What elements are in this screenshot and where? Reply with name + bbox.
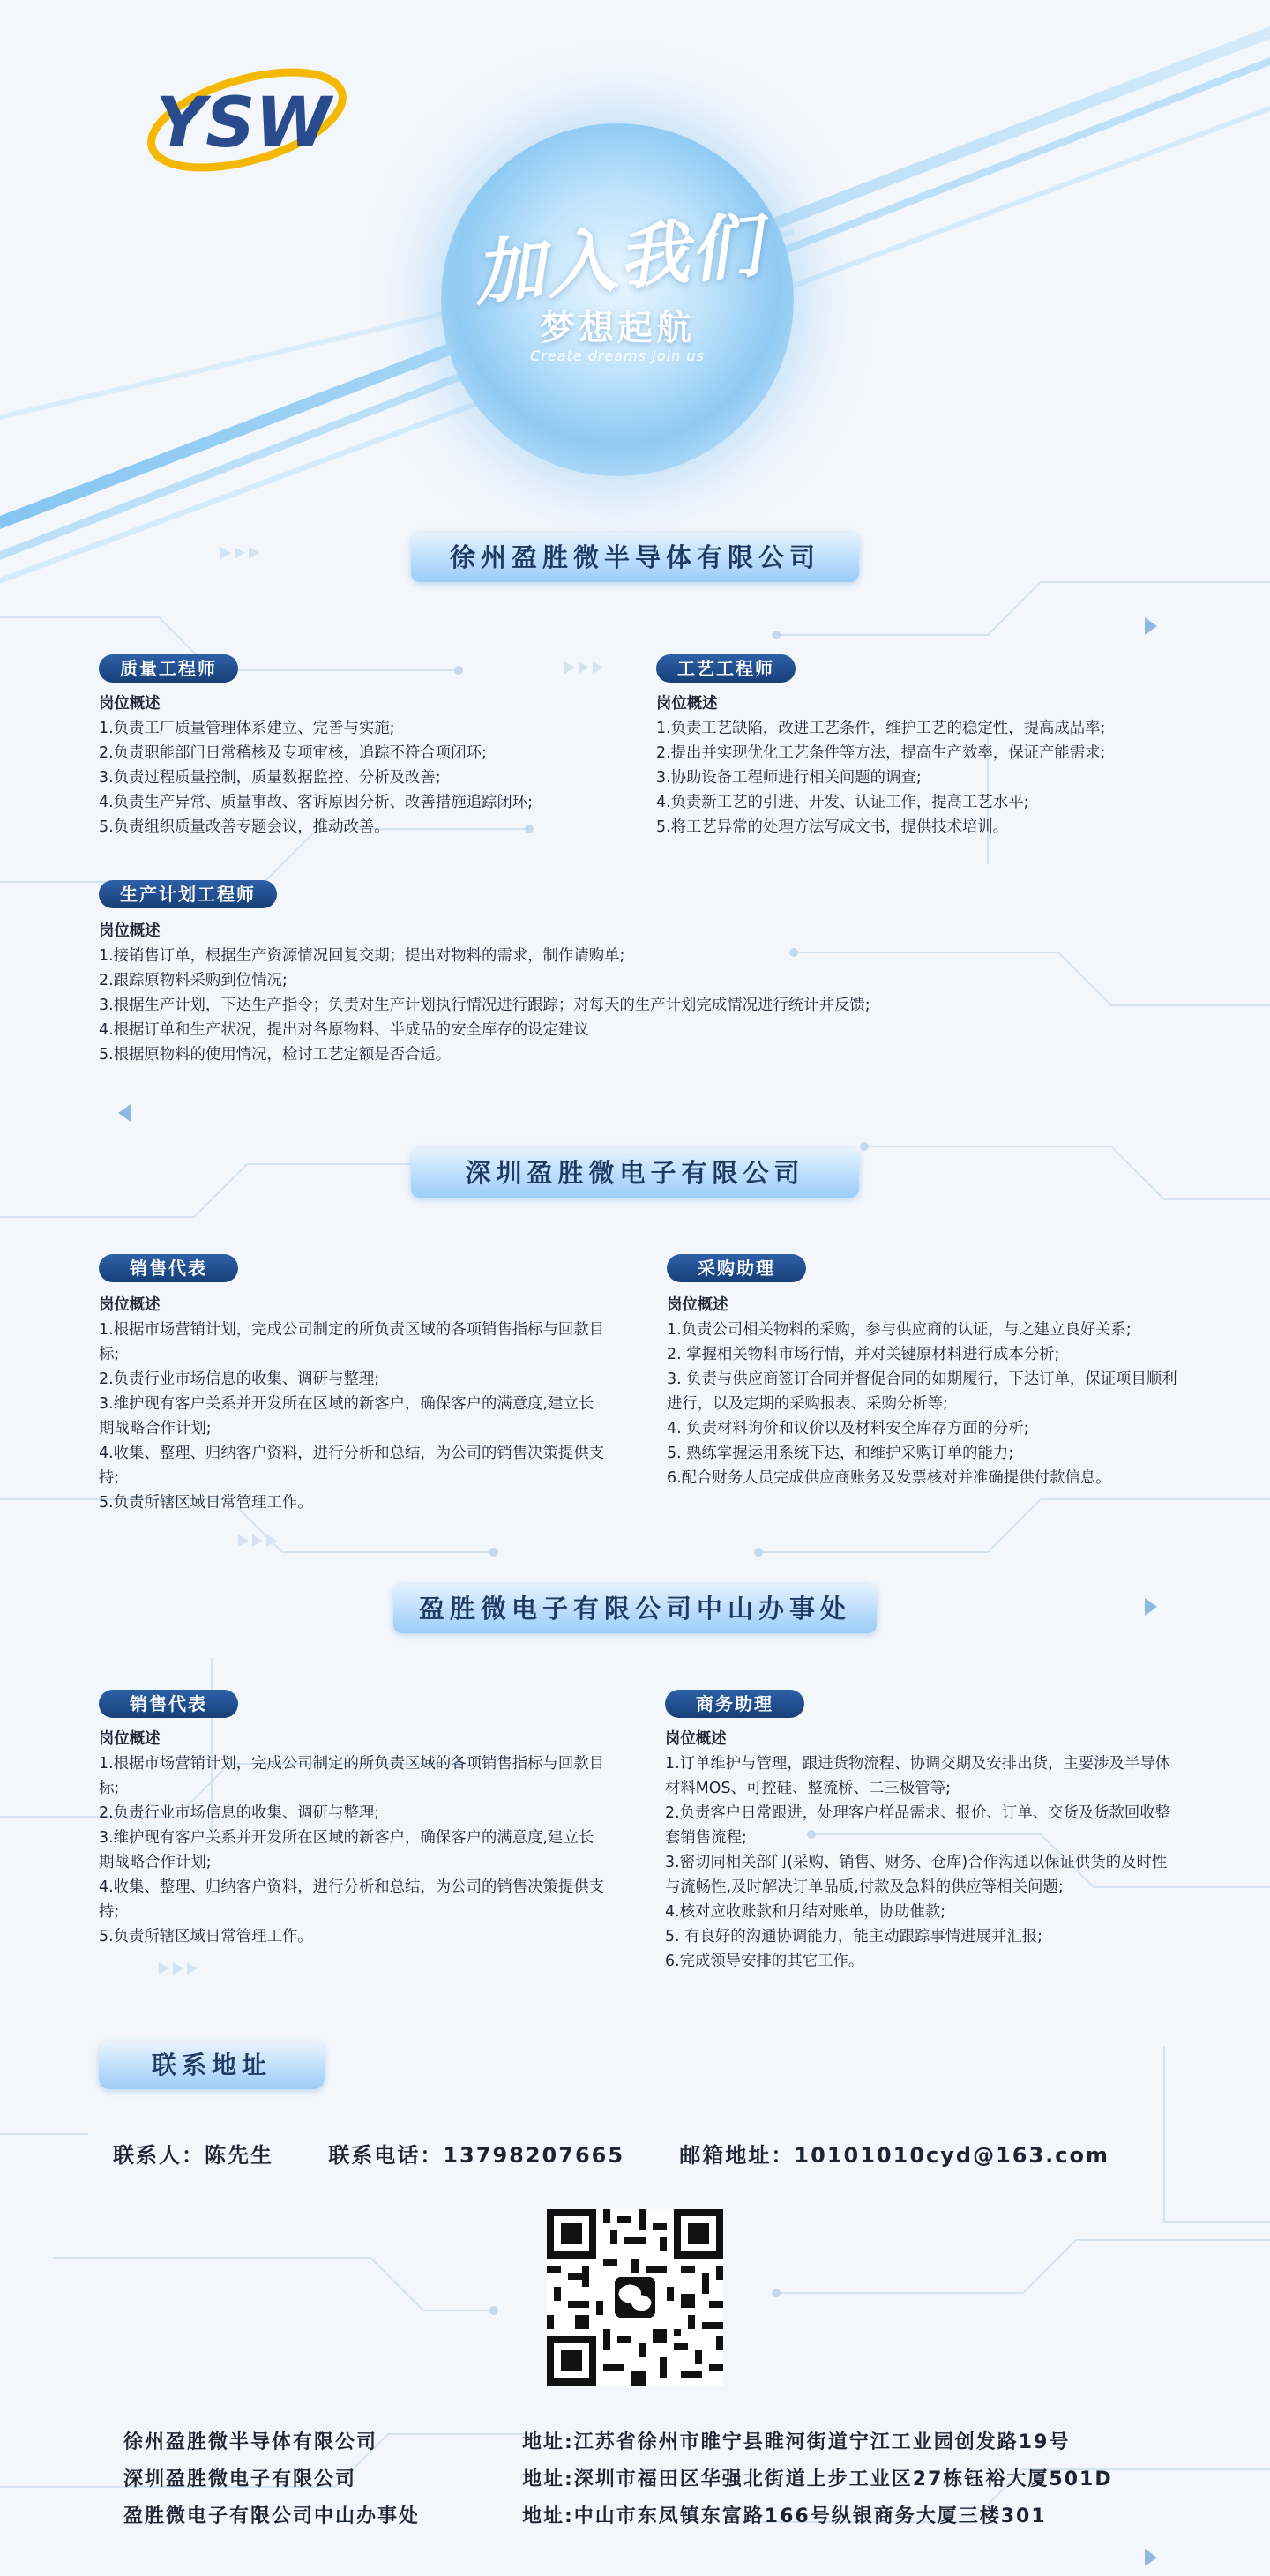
job-desc-purchasing-assistant [667, 1293, 1180, 1490]
ysw-logo [141, 62, 353, 176]
job-line: 4. 负责材料询价和议价以及材料安全库存方面的分析; [667, 1420, 1029, 1437]
company-banner-xuzhou: 徐州盈胜微半导体有限公司 [411, 533, 859, 582]
contact-info [113, 2138, 1171, 2169]
job-desc-production-planning-engineer [99, 919, 1175, 1067]
hero-badge [441, 123, 794, 476]
wechat-qr-code[interactable] [547, 2209, 723, 2386]
hero-subtitle: 梦想起航 [540, 308, 695, 348]
contact-person: 联系人：陈先生 [113, 2143, 273, 2168]
job-line: 3.密切同相关部门(采购、销售、财务、仓库)合作沟通以保证供货的及时性与流畅性,及时解决订单品质,付款及急料的供应等相关问题; [665, 1854, 1168, 1896]
job-tag-process-engineer: 工艺工程师 [656, 654, 796, 683]
job-line: 3.负责过程质量控制，质量数据监控、分析及改善; [99, 769, 441, 787]
contact-phone[interactable]: 联系电话：13798207665 [328, 2143, 625, 2168]
job-line: 6.完成领导安排的其它工作。 [665, 1953, 864, 1970]
job-line: 2.负责行业市场信息的收集、调研与整理; [99, 1370, 380, 1388]
job-tag-quality-engineer: 质量工程师 [99, 654, 238, 683]
job-desc-process-engineer [656, 691, 1185, 840]
job-desc-quality-engineer [99, 691, 628, 840]
job-overview-label: 岗位概述 [99, 695, 161, 713]
job-tag-sales-representative-zhongshan: 销售代表 [99, 1690, 238, 1718]
logo-wordmark: YSW [155, 84, 332, 163]
job-line: 3.维护现有客户关系并开发所在区域的新客户，确保客户的满意度,建立长期战略合作计划; [99, 1829, 594, 1871]
job-line: 3.协助设备工程师进行相关问题的调查; [656, 769, 922, 787]
job-line: 4.收集、整理、归纳客户资料，进行分析和总结，为公司的销售决策提供支持; [99, 1445, 605, 1487]
job-line: 5. 有良好的沟通协调能力，能主动跟踪事情进展并汇报; [665, 1928, 1042, 1945]
job-line: 1.根据市场营销计划，完成公司制定的所负责区域的各项销售指标与回款目标; [99, 1321, 605, 1363]
job-line: 5.负责所辖区域日常管理工作。 [99, 1928, 313, 1945]
job-line: 2.负责职能部门日常稽核及专项审核，追踪不符合项闭环; [99, 744, 487, 762]
job-overview-label: 岗位概述 [667, 1296, 728, 1314]
address-company-zhongshan: 盈胜微电子有限公司中山办事处 [123, 2505, 421, 2527]
job-tag-production-planning-engineer: 生产计划工程师 [99, 880, 277, 908]
job-line: 5.根据原物料的使用情况，检讨工艺定额是否合适。 [99, 1046, 452, 1064]
job-line: 1.负责工厂质量管理体系建立、完善与实施; [99, 720, 395, 737]
job-line: 5. 熟练掌握运用系统下达，和维护采购订单的能力; [667, 1445, 1014, 1462]
job-line: 3. 负责与供应商签订合同并督促合同的如期履行，下达订单，保证项目顺利进行，以及定期的采购报表、采购分析等; [667, 1370, 1177, 1413]
job-overview-label: 岗位概述 [656, 695, 718, 713]
job-line: 2.提出并实现优化工艺条件等方法，提高生产效率，保证产能需求; [656, 744, 1106, 762]
job-line: 5.负责所辖区域日常管理工作。 [99, 1494, 313, 1512]
job-line: 2.负责行业市场信息的收集、调研与整理; [99, 1804, 380, 1822]
contact-heading: 联系地址 [99, 2042, 325, 2089]
address-xuzhou: 地址:江苏省徐州市睢宁县睢河街道宁江工业园创发路19号 [522, 2431, 1071, 2453]
job-line: 1.负责工艺缺陷，改进工艺条件，维护工艺的稳定性，提高成品率; [656, 720, 1106, 737]
job-overview-label: 岗位概述 [99, 1730, 161, 1748]
job-line: 3.维护现有客户关系并开发所在区域的新客户，确保客户的满意度,建立长期战略合作计划; [99, 1395, 594, 1437]
job-overview-label: 岗位概述 [99, 1296, 161, 1314]
job-line: 2. 掌握相关物料市场行情，并对关键原材料进行成本分析; [667, 1346, 1060, 1363]
job-line: 1.订单维护与管理，跟进货物流程、协调交期及安排出货，主要涉及半导体材料MOS、可控硅、整流桥、二三极管等; [665, 1755, 1171, 1797]
job-line: 2.跟踪原物料采购到位情况; [99, 972, 288, 989]
job-tag-business-assistant: 商务助理 [665, 1690, 804, 1718]
address-company-xuzhou: 徐州盈胜微半导体有限公司 [123, 2431, 378, 2453]
job-line: 4.负责生产异常、质量事故、客诉原因分析、改善措施追踪闭环; [99, 794, 534, 811]
job-line: 1.根据市场营销计划，完成公司制定的所负责区域的各项销售指标与回款目标; [99, 1755, 605, 1797]
job-line: 4.收集、整理、归纳客户资料，进行分析和总结，为公司的销售决策提供支持; [99, 1878, 605, 1921]
job-line: 5.负责组织质量改善专题会议，推动改善。 [99, 818, 390, 836]
job-line: 1.接销售订单，根据生产资源情况回复交期；提出对物料的需求，制作请购单; [99, 947, 625, 965]
job-line: 1.负责公司相关物料的采购，参与供应商的认证，与之建立良好关系; [667, 1321, 1132, 1339]
address-zhongshan: 地址:中山市东凤镇东富路166号纵银商务大厦三楼301 [522, 2505, 1047, 2527]
job-line: 2.负责客户日常跟进，处理客户样品需求、报价、订单、交货及货款回收整套销售流程; [665, 1804, 1171, 1847]
job-overview-label: 岗位概述 [665, 1730, 727, 1748]
job-line: 6.配合财务人员完成供应商账务及发票核对并准确提供付款信息。 [667, 1469, 1111, 1487]
job-desc-sales-representative-zhongshan [99, 1727, 609, 1949]
job-tag-purchasing-assistant: 采购助理 [667, 1254, 806, 1282]
hero-title: 加入我们 [469, 203, 766, 316]
address-company-shenzhen: 深圳盈胜微电子有限公司 [123, 2468, 357, 2490]
company-banner-zhongshan: 盈胜微电子有限公司中山办事处 [393, 1584, 877, 1633]
contact-email[interactable]: 邮箱地址：10101010cyd@163.com [679, 2143, 1110, 2168]
address-shenzhen: 地址:深圳市福田区华强北街道上步工业区27栋钰裕大厦501D [522, 2468, 1113, 2490]
job-desc-business-assistant [665, 1727, 1180, 1974]
job-line: 4.根据订单和生产状况，提出对各原物料、半成品的安全库存的设定建议 [99, 1021, 589, 1039]
job-overview-label: 岗位概述 [99, 922, 161, 940]
job-line: 5.将工艺异常的处理方法写成文书，提供技术培训。 [656, 818, 1009, 836]
job-line: 4.负责新工艺的引进、开发、认证工作，提高工艺水平; [656, 794, 1029, 811]
hero-english: Create dreams Join us [530, 347, 705, 364]
job-desc-sales-representative [99, 1293, 609, 1515]
job-line: 3.根据生产计划，下达生产指令；负责对生产计划执行情况进行跟踪；对每天的生产计划完成情况进行统计并反馈; [99, 997, 870, 1014]
job-line: 4.核对应收账款和月结对账单，协助催款; [665, 1903, 946, 1921]
company-banner-shenzhen: 深圳盈胜微电子有限公司 [411, 1148, 859, 1198]
job-tag-sales-representative: 销售代表 [99, 1254, 238, 1282]
